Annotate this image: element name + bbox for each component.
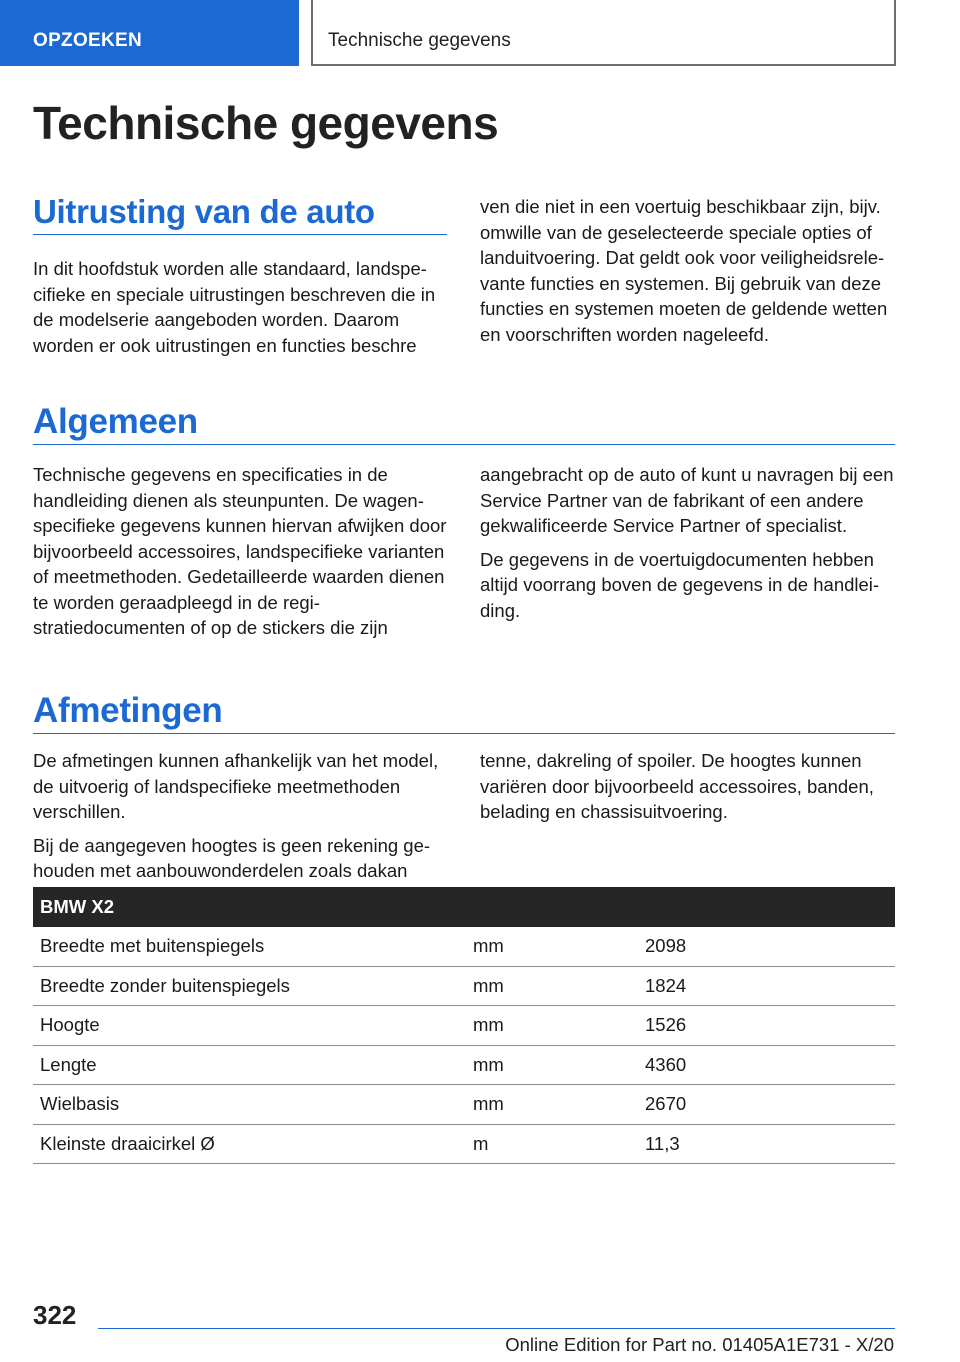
- row-value: 11,3: [638, 1124, 895, 1164]
- top-navigation: [0, 0, 960, 66]
- section-divider: [33, 234, 447, 235]
- paragraph: tenne, dakreling of spoiler. De hoogtes kunnen variëren door bijvoorbeeld accessoires, banden, belading en chassisuitvoering.: [480, 750, 874, 822]
- page-title: Technische gegevens: [33, 97, 499, 149]
- section-divider: [33, 733, 895, 734]
- equipment-text-right: [480, 194, 898, 355]
- table-row: [33, 927, 895, 966]
- row-unit: mm: [466, 927, 638, 966]
- row-value: 4360: [638, 1045, 895, 1085]
- row-label: Lengte: [33, 1045, 466, 1085]
- table-header: BMW X2: [33, 887, 895, 927]
- general-text-left: [33, 462, 449, 649]
- row-value: 2098: [638, 927, 895, 966]
- row-unit: mm: [466, 1045, 638, 1085]
- table-row: [33, 1045, 895, 1085]
- row-unit: m: [466, 1124, 638, 1164]
- paragraph: aangebracht op de auto of kunt u navragen bij een Service Partner van de fabrikant of een andere gekwalificeerde Service Partner of specialist.: [480, 464, 894, 536]
- dimensions-table: [33, 887, 895, 1164]
- lookup-tab[interactable]: OPZOEKEN: [0, 0, 299, 66]
- paragraph: In dit hoofdstuk worden alle standaard, landspecifieke en speciale uitrustingen beschreven die in de modelserie aangeboden worden. Daarom worden er ook uitrustingen en functies beschre: [33, 258, 436, 356]
- section-heading-general: Algemeen: [33, 402, 198, 441]
- table-header-row: [33, 887, 895, 927]
- page-number: 322: [33, 1300, 77, 1330]
- row-unit: mm: [466, 966, 638, 1006]
- section-divider: [33, 444, 895, 445]
- row-unit: mm: [466, 1085, 638, 1125]
- table-row: [33, 1124, 895, 1164]
- row-value: 1526: [638, 1006, 895, 1046]
- table-row: [33, 966, 895, 1006]
- edition-footer: Online Edition for Part no. 01405A1E731 - X/20: [505, 1334, 894, 1355]
- section-tab[interactable]: Technische gegevens: [311, 0, 896, 66]
- row-label: Breedte met buitenspiegels: [33, 927, 466, 966]
- row-value: 2670: [638, 1085, 895, 1125]
- table-row: [33, 1006, 895, 1046]
- paragraph: De afmetingen kunnen afhankelijk van het model, de uitvoerig of landspecifieke meetmethoden verschillen.: [33, 750, 439, 822]
- row-label: Wielbasis: [33, 1085, 466, 1125]
- row-label: Kleinste draaicirkel Ø: [33, 1124, 466, 1164]
- paragraph: Bij de aangegeven hoogtes is geen rekening gehouden met aanbouwonderdelen zoals dakan: [33, 834, 431, 881]
- equipment-text-left: [33, 256, 449, 366]
- section-heading-equipment: Uitrusting van de auto: [33, 193, 375, 230]
- general-text-right: [480, 462, 898, 631]
- row-value: 1824: [638, 966, 895, 1006]
- dimensions-text-left: [33, 748, 453, 892]
- paragraph: ven die niet in een voertuig beschikbaar zijn, bijv. omwille van de geselecteerde speciale opties of landuitvoering. Dat geldt ook voor veiligheidsrelevante functies en systemen. Bij gebruik van deze functies en systemen moeten de geldende wetten en voorschriften worden nageleefd.: [480, 196, 888, 345]
- table-row: [33, 1085, 895, 1125]
- row-unit: mm: [466, 1006, 638, 1046]
- footer-divider: [98, 1328, 895, 1329]
- paragraph: Technische gegevens en specificaties in de handleiding dienen als steunpunten. De wagenspecifieke gegevens kunnen hiervan afwijken door bijvoorbeeld accessoires, landspecifieke varianten of meetmethoden. Gedetailleerde waarden dienen te worden geraadpleegd in de registratiedocumenten of op de stickers die zijn: [33, 464, 447, 638]
- dimensions-text-right: [480, 748, 898, 833]
- paragraph: De gegevens in de voertuigdocumenten hebben altijd voorrang boven de gegevens in de handleiding.: [480, 548, 880, 621]
- section-heading-dimensions: Afmetingen: [33, 691, 223, 730]
- row-label: Hoogte: [33, 1006, 466, 1046]
- row-label: Breedte zonder buitenspiegels: [33, 966, 466, 1006]
